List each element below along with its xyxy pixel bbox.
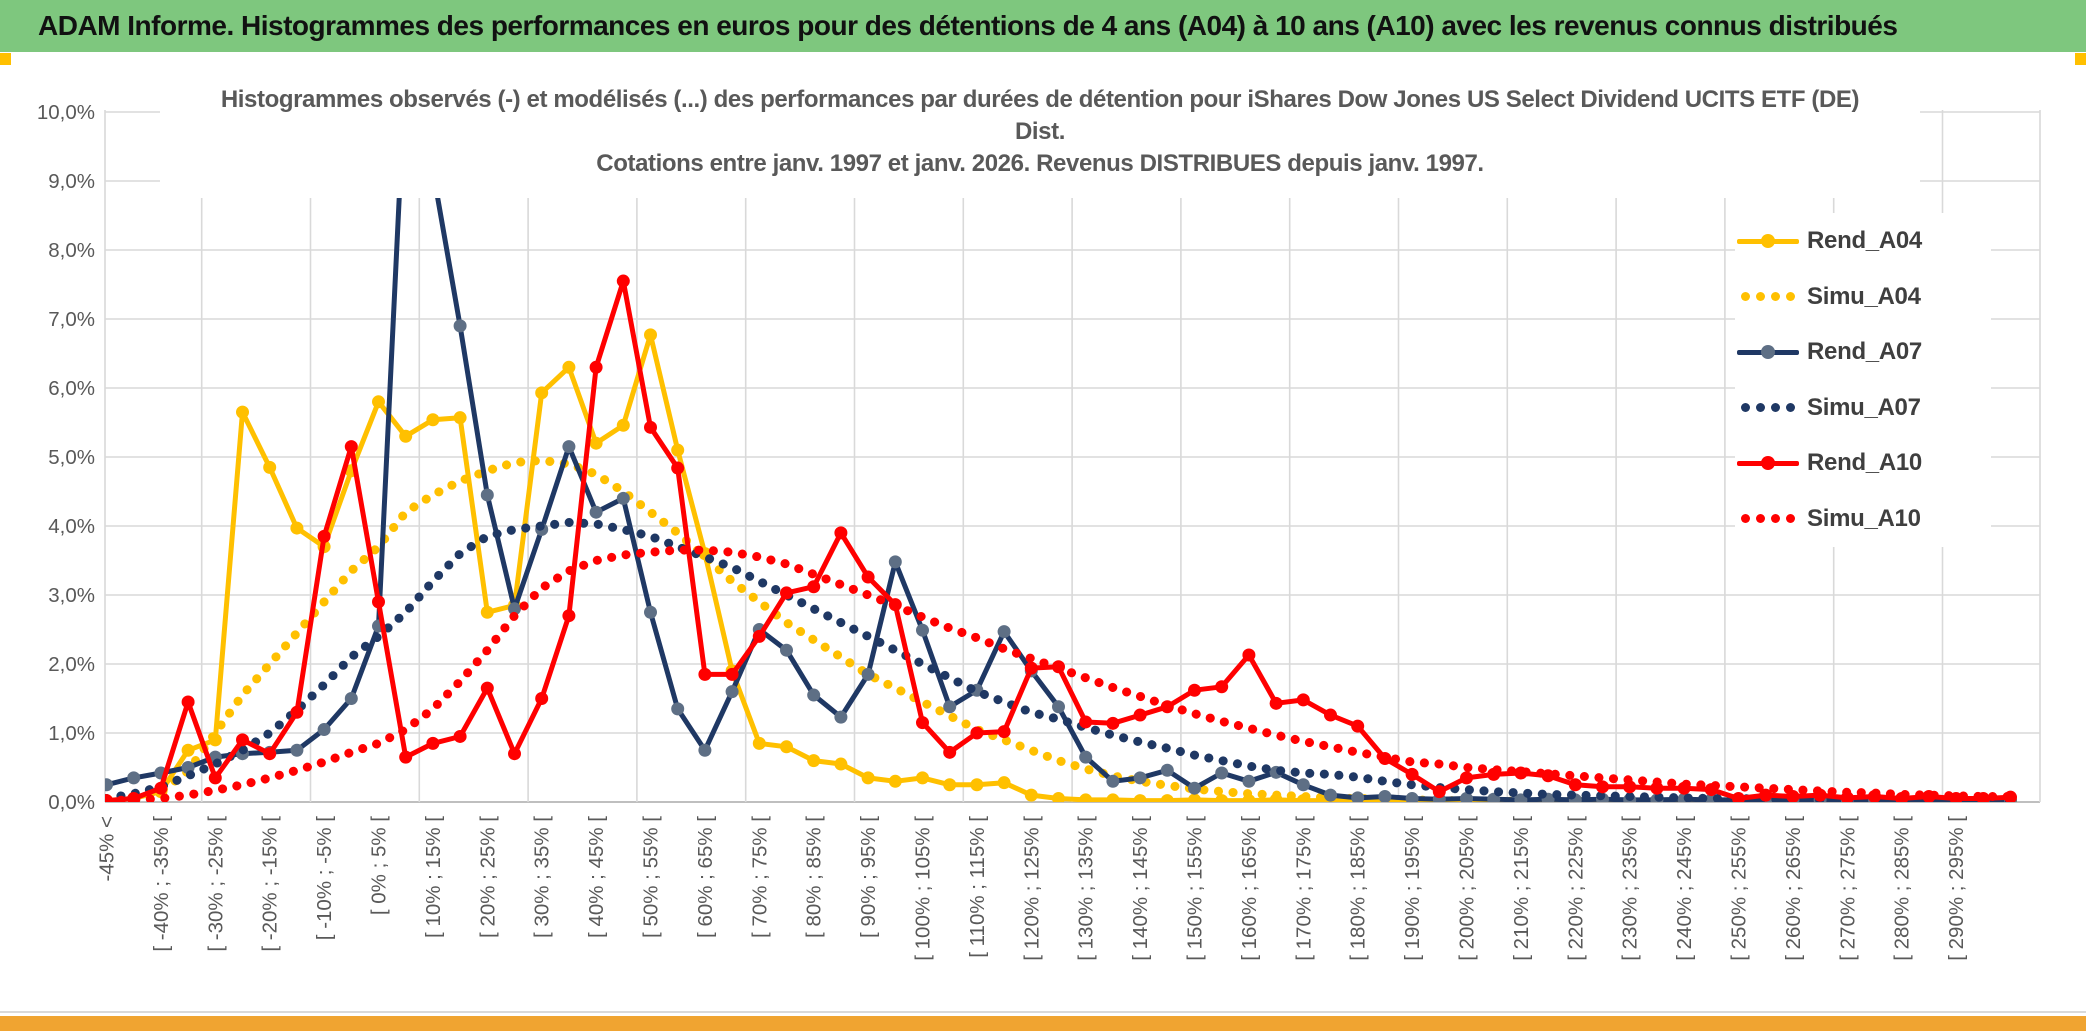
x-axis-label: [ 250% ; 255% [ [1727,816,1751,961]
series-marker-Rend_A07 [1406,792,1419,805]
series-marker-Rend_A10 [345,440,358,453]
chart-title [160,60,1920,198]
series-marker-Rend_A04 [617,419,630,432]
line-marker-icon [1735,350,1801,355]
series-marker-Rend_A10 [998,725,1011,738]
series-marker-Rend_A10 [1215,680,1228,693]
x-axis-label: [ 120% ; 125% [ [1020,816,1044,961]
x-axis-label: [ 170% ; 175% [ [1292,816,1316,961]
x-axis-label: [ 200% ; 205% [ [1455,816,1479,961]
x-axis-label: [ 130% ; 135% [ [1074,816,1098,961]
legend [1735,213,1991,547]
series-marker-Rend_A04 [399,430,412,443]
legend-item-Simu_A10 [1735,497,1991,541]
chart-title-line2: Dist. [1014,118,1065,145]
x-axis-label: [ 220% ; 225% [ [1564,816,1588,961]
series-marker-Rend_A04 [998,776,1011,789]
series-marker-Rend_A04 [1052,792,1065,805]
dotted-line-icon [1735,514,1801,523]
dotted-line-icon [1735,403,1801,412]
y-axis-label: 0,0% [48,791,95,814]
x-axis-label: [ 280% ; 285% [ [1890,816,1914,961]
series-marker-Rend_A07 [481,488,494,501]
legend-label: Rend_A10 [1807,449,1922,477]
series-marker-Rend_A10 [154,782,167,795]
series-marker-Rend_A10 [1188,684,1201,697]
series-marker-Rend_A07 [1134,771,1147,784]
series-marker-Rend_A07 [590,506,603,519]
series-marker-Rend_A04 [970,778,983,791]
legend-item-Simu_A07 [1735,386,1991,430]
series-marker-Rend_A10 [535,692,548,705]
series-marker-Rend_A04 [889,775,902,788]
x-axis-label: [ 0% ; 5% [ [367,816,391,916]
x-axis-label: [ 240% ; 245% [ [1673,816,1697,961]
x-axis-label: [ 180% ; 185% [ [1346,816,1370,961]
x-axis-label: [ 40% ; 45% [ [585,816,609,938]
series-marker-Rend_A10 [1324,709,1337,722]
series-marker-Rend_A04 [263,461,276,474]
series-marker-Rend_A10 [209,771,222,784]
series-marker-Rend_A07 [1378,790,1391,803]
y-axis-label: 1,0% [48,722,95,745]
x-axis-label: [ -20% ; -15% [ [258,816,282,952]
series-marker-Rend_A04 [671,444,684,457]
series-marker-Rend_A07 [998,625,1011,638]
y-axis-label: 3,0% [48,584,95,607]
series-marker-Rend_A04 [1079,793,1092,806]
series-marker-Rend_A07 [671,702,684,715]
series-marker-Rend_A07 [1324,789,1337,802]
series-marker-Rend_A04 [1188,793,1201,806]
series-marker-Rend_A10 [1134,709,1147,722]
series-marker-Rend_A07 [562,440,575,453]
bottom-divider-line [0,1011,2086,1013]
legend-label: Rend_A07 [1807,338,1922,366]
legend-item-Rend_A07 [1735,330,1991,374]
legend-label: Simu_A10 [1807,504,1921,532]
series-marker-Rend_A07 [1161,764,1174,777]
x-axis-label: [ 90% ; 95% [ [857,816,881,938]
series-marker-Rend_A07 [780,644,793,657]
series-marker-Rend_A07 [834,711,847,724]
series-marker-Rend_A10 [182,695,195,708]
series-marker-Rend_A07 [1106,775,1119,788]
x-axis-label: [ -10% ; -5% [ [313,816,337,941]
y-axis-label: 6,0% [48,377,95,400]
series-marker-Rend_A10 [617,275,630,288]
series-marker-Rend_A07 [698,744,711,757]
series-marker-Rend_A04 [290,522,303,535]
series-marker-Rend_A07 [807,689,820,702]
series-marker-Rend_A04 [535,386,548,399]
legend-label: Rend_A04 [1807,227,1922,254]
series-marker-Rend_A04 [916,771,929,784]
x-axis-label: [ 260% ; 265% [ [1781,816,1805,961]
y-axis-label: 5,0% [48,446,95,469]
series-marker-Rend_A10 [807,580,820,593]
x-axis-label: [ 270% ; 275% [ [1836,816,1860,961]
series-marker-Rend_A07 [726,685,739,698]
series-marker-Rend_A04 [1106,793,1119,806]
series-marker-Rend_A04 [372,395,385,408]
series-marker-Rend_A07 [1297,778,1310,791]
series-marker-Rend_A10 [753,630,766,643]
chart-title-line3: Cotations entre janv. 1997 et janv. 2026. Revenus DISTRIBUES depuis janv. 1997. [596,150,1484,177]
series-marker-Rend_A10 [943,746,956,759]
series-marker-Rend_A04 [1161,794,1174,807]
bottom-accent-bar [0,1016,2086,1031]
series-marker-Rend_A10 [590,361,603,374]
series-marker-Rend_A10 [454,730,467,743]
series-marker-Rend_A04 [1134,794,1147,807]
series-marker-Rend_A07 [862,668,875,681]
y-axis-label: 7,0% [48,308,95,331]
x-axis-label: [ -30% ; -25% [ [204,816,228,952]
series-marker-Rend_A04 [1025,789,1038,802]
series-marker-Rend_A10 [1270,697,1283,710]
series-marker-Rend_A10 [318,530,331,543]
series-marker-Rend_A07 [127,771,140,784]
series-marker-Rend_A10 [1351,720,1364,733]
x-axis-label: [ 20% ; 25% [ [476,816,500,938]
series-marker-Rend_A10 [916,716,929,729]
series-marker-Rend_A10 [834,526,847,539]
x-axis-label: [ -40% ; -35% [ [149,816,173,952]
series-marker-Rend_A04 [236,406,249,419]
x-axis-label: [ 190% ; 195% [ [1401,816,1425,961]
series-marker-Rend_A07 [345,692,358,705]
series-marker-Rend_A04 [182,744,195,757]
x-axis-label: [ 60% ; 65% [ [693,816,717,938]
series-marker-Rend_A10 [236,733,249,746]
series-marker-Rend_A07 [889,555,902,568]
series-marker-Rend_A10 [1732,792,1745,805]
series-marker-Rend_A10 [1460,771,1473,784]
series-marker-Rend_A04 [834,758,847,771]
series-marker-Rend_A07 [318,723,331,736]
series-marker-Rend_A04 [943,778,956,791]
series-marker-Rend_A07 [1215,767,1228,780]
series-marker-Rend_A10 [1106,717,1119,730]
series-marker-Rend_A10 [1242,649,1255,662]
series-marker-Rend_A10 [1079,715,1092,728]
series-marker-Rend_A07 [644,606,657,619]
legend-item-Rend_A04 [1735,219,1991,263]
line-marker-icon [1735,239,1801,244]
series-marker-Rend_A10 [1569,778,1582,791]
x-axis-label: [ 70% ; 75% [ [748,816,772,938]
legend-item-Simu_A04 [1735,275,1991,319]
legend-label: Simu_A04 [1807,282,1921,310]
series-marker-Rend_A10 [671,462,684,475]
x-axis-label: [ 100% ; 105% [ [911,816,935,961]
x-axis-label: [ 230% ; 235% [ [1618,816,1642,961]
series-marker-Rend_A04 [454,411,467,424]
x-axis-label: [ 210% ; 215% [ [1509,816,1533,961]
x-axis-label: [ 10% ; 15% [ [421,816,445,938]
series-marker-Rend_A07 [1188,782,1201,795]
x-axis-label: [ 150% ; 155% [ [1183,816,1207,961]
series-marker-Rend_A07 [916,624,929,637]
series-marker-Rend_A10 [263,747,276,760]
page-title: ADAM Informe. Histogrammes des performances en euros pour des détentions de 4 ans (A04) à 10 ans (A10) avec les revenus connus distribués [38,10,1898,41]
x-axis-label: [ 30% ; 35% [ [530,816,554,938]
series-marker-Rend_A10 [1025,662,1038,675]
series-marker-Rend_A10 [1433,785,1446,798]
y-axis-label: 9,0% [48,170,95,193]
chart-title-line1: Histogrammes observés (-) et modélisés (...) des performances par durées de détention pour iShares Dow Jones US Select Dividend UCITS ETF (DE) [220,86,1860,113]
legend-item-Rend_A10 [1735,441,1991,485]
series-marker-Rend_A07 [1079,751,1092,764]
series-marker-Rend_A07 [100,778,113,791]
legend-label: Simu_A07 [1807,393,1921,421]
series-marker-Rend_A04 [780,740,793,753]
y-axis-label: 10,0% [36,101,95,124]
series-marker-Rend_A10 [726,668,739,681]
series-marker-Rend_A07 [617,492,630,505]
series-marker-Rend_A07 [454,319,467,332]
line-marker-icon [1735,461,1801,466]
series-marker-Rend_A10 [481,682,494,695]
series-marker-Rend_A10 [1297,693,1310,706]
series-marker-Rend_A04 [562,361,575,374]
series-marker-Rend_A04 [807,754,820,767]
series-marker-Rend_A10 [399,751,412,764]
series-marker-Rend_A10 [862,571,875,584]
x-axis-label: [ 110% ; 115% [ [965,816,989,958]
series-marker-Rend_A10 [1406,768,1419,781]
y-axis-label: 4,0% [48,515,95,538]
series-marker-Rend_A04 [426,413,439,426]
series-marker-Rend_A07 [1052,700,1065,713]
series-marker-Rend_A10 [1596,780,1609,793]
x-axis-label: [ 80% ; 85% [ [802,816,826,938]
series-marker-Rend_A10 [644,421,657,434]
series-marker-Rend_A07 [1242,775,1255,788]
series-marker-Rend_A10 [290,706,303,719]
series-marker-Rend_A10 [372,595,385,608]
series-marker-Rend_A10 [562,609,575,622]
series-marker-Rend_A10 [970,727,983,740]
series-marker-Rend_A10 [698,668,711,681]
x-axis-label: [ 50% ; 55% [ [639,816,663,938]
x-axis-label: [ 160% ; 165% [ [1237,816,1261,961]
x-axis-label: -45% < [95,816,119,882]
dotted-line-icon [1735,292,1801,301]
series-marker-Rend_A04 [644,328,657,341]
series-marker-Rend_A04 [590,437,603,450]
series-marker-Rend_A04 [481,606,494,619]
series-marker-Rend_A07 [290,744,303,757]
series-marker-Rend_A10 [426,737,439,750]
x-axis-label: [ 140% ; 145% [ [1129,816,1153,961]
y-axis-label: 8,0% [48,239,95,262]
series-marker-Rend_A04 [753,737,766,750]
series-marker-Rend_A10 [508,747,521,760]
series-marker-Rend_A04 [862,771,875,784]
series-marker-Rend_A10 [780,586,793,599]
x-axis-label: [ 290% ; 295% [ [1945,816,1969,961]
y-axis-label: 2,0% [48,653,95,676]
series-marker-Rend_A04 [1215,794,1228,807]
series-marker-Rend_A07 [943,700,956,713]
